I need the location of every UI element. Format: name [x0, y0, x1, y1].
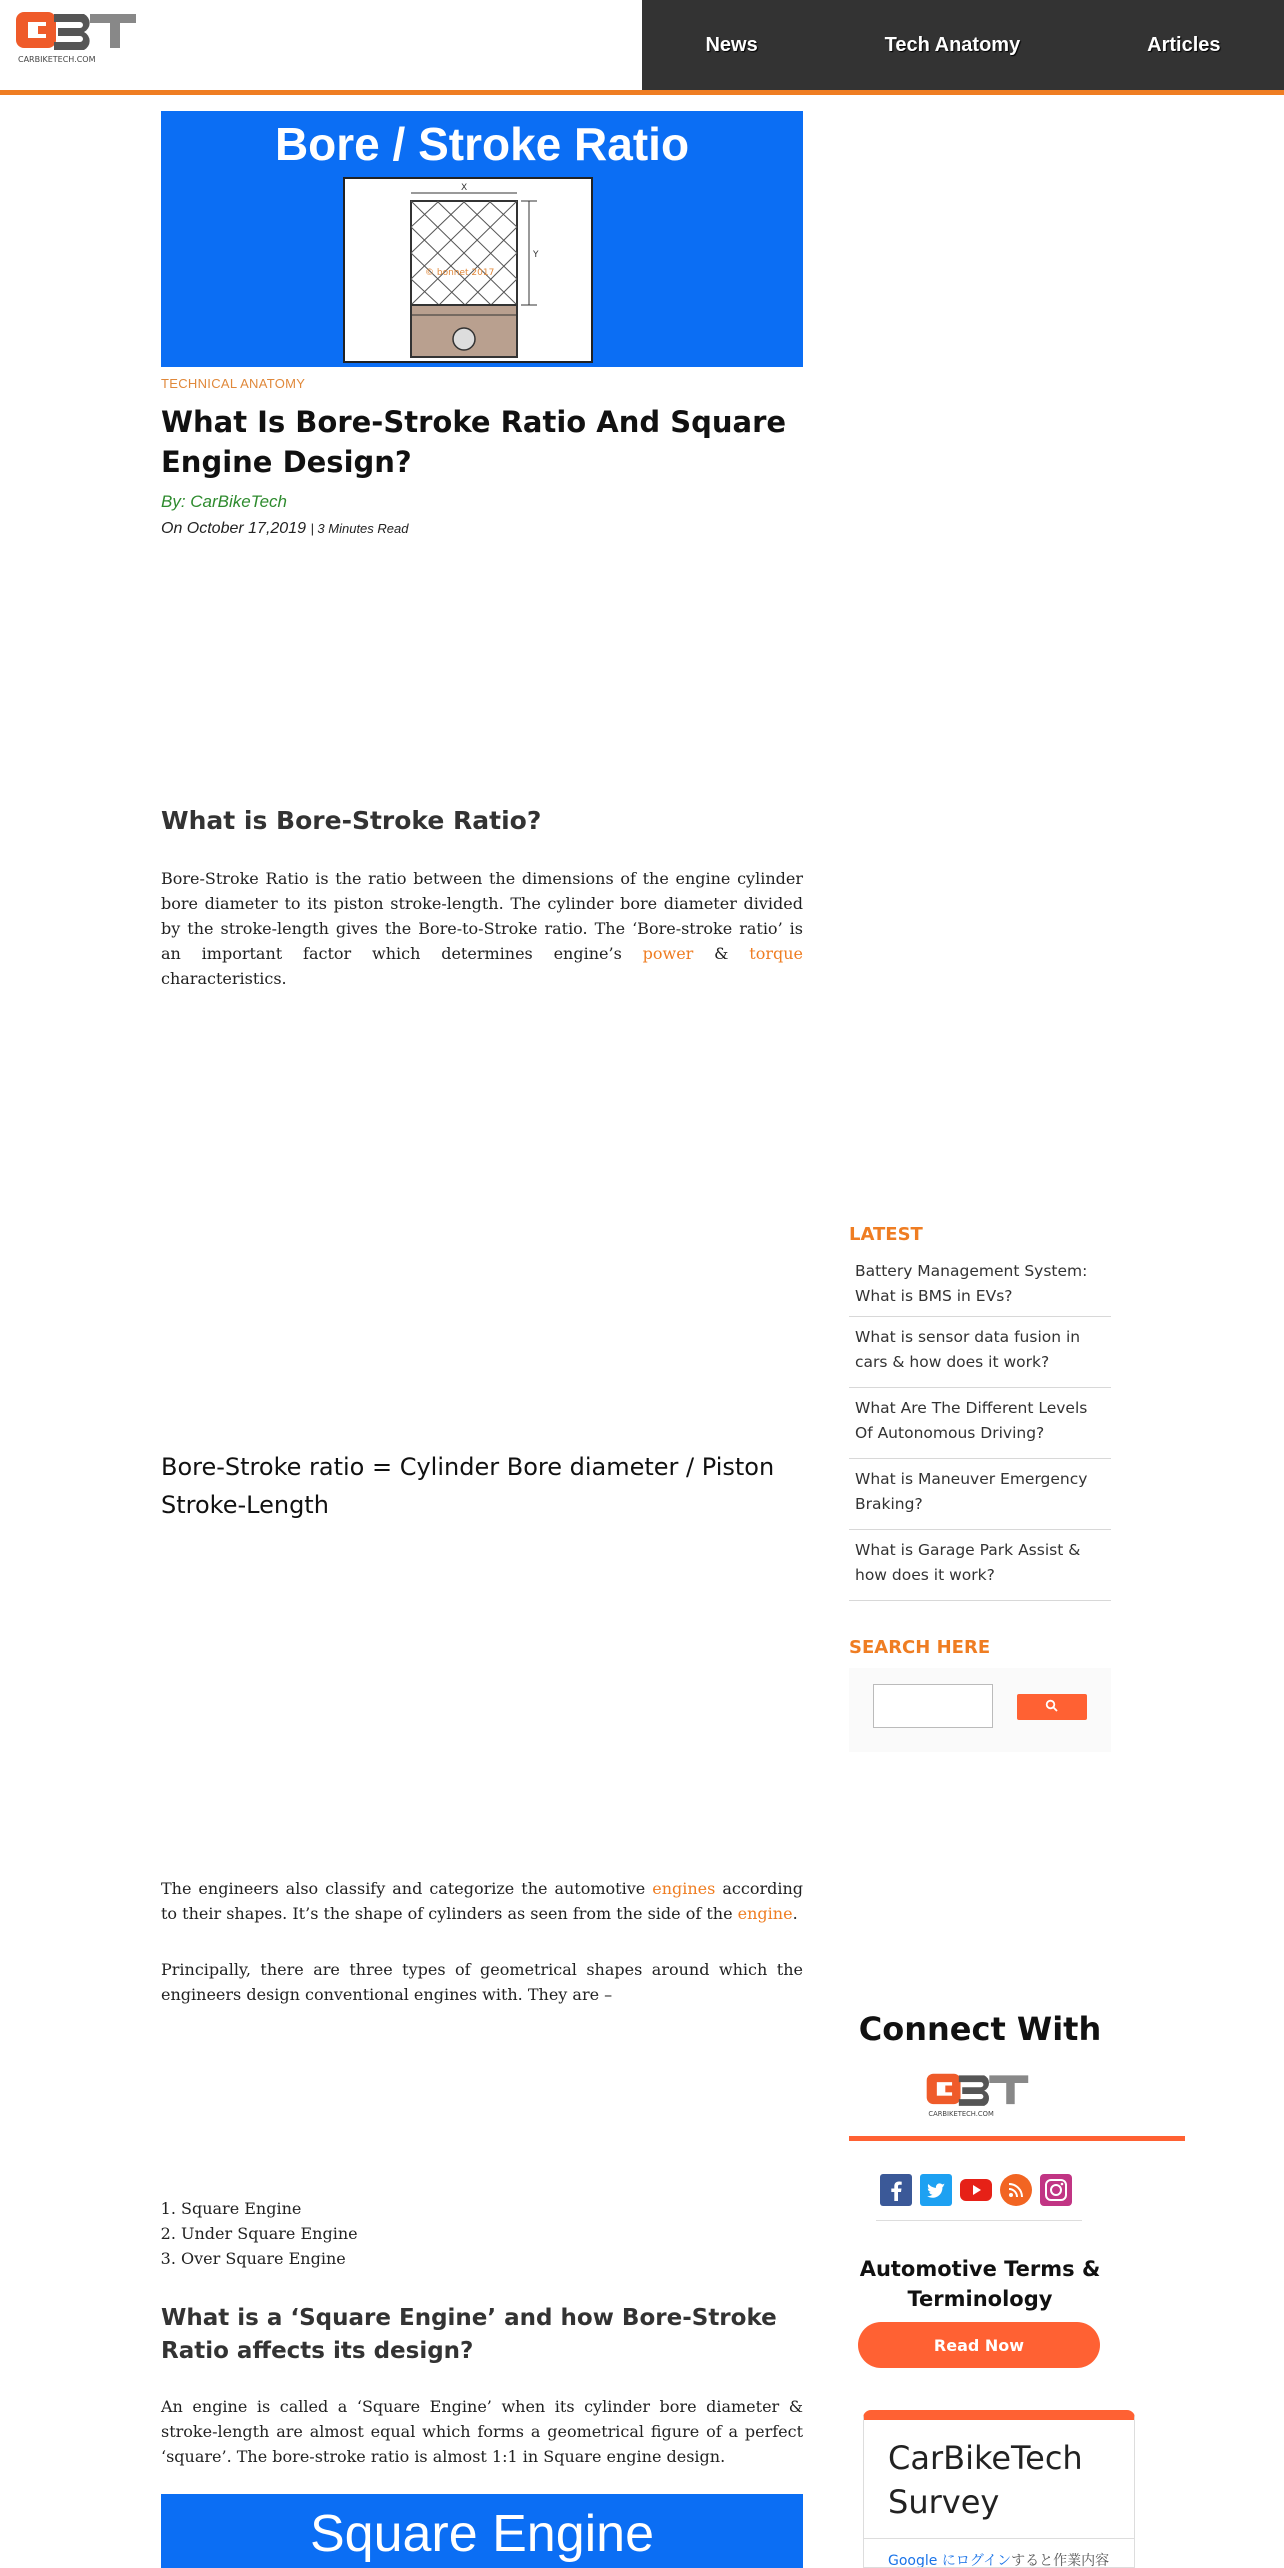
torque-link[interactable]: torque: [749, 944, 803, 963]
nav-articles[interactable]: Articles: [1147, 33, 1221, 56]
bore-stroke-diagram: [343, 177, 593, 363]
section-heading-bore-stroke: What is Bore-Stroke Ratio?: [161, 806, 542, 835]
engines-link[interactable]: engines: [652, 1879, 716, 1898]
bore-stroke-formula: Bore-Stroke ratio = Cylinder Bore diameter / Piston Stroke-Length: [161, 1453, 775, 1519]
section3-paragraph: An engine is called a ‘Square Engine’ when its cylinder bore diameter & stroke-length are almost equal which forms a geometrical figure of a perfect ‘square’. The bore-stroke ratio is almost 1:1 in Square engine design.: [161, 2397, 803, 2466]
section2-text-a: The engineers also classify and categorize the automotive: [161, 1879, 646, 1898]
section2-text-c: .: [792, 1904, 798, 1923]
connect-heading: Connect With: [858, 2010, 1102, 2048]
section2-paragraph-a: [161, 1876, 803, 1926]
read-time: | 3 Minutes Read: [310, 521, 409, 536]
survey-signin-text: [888, 2550, 1109, 2568]
latest-post-item[interactable]: What is Maneuver Emergency Braking?: [849, 1459, 1111, 1530]
square-engine-image-title: Square Engine: [309, 2505, 655, 2563]
search-button[interactable]: [1017, 1694, 1087, 1720]
site-header: [0, 0, 1284, 90]
post-title: What Is Bore-Stroke Ratio And Square Engine Design?: [161, 405, 787, 479]
social-links: [880, 2174, 1072, 2206]
list-item: 3. Over Square Engine: [181, 2246, 358, 2271]
twitter-icon[interactable]: [920, 2174, 952, 2206]
survey-signin-rest: すると作業内容: [1011, 2553, 1110, 2568]
site-logo[interactable]: [14, 6, 144, 66]
post-date-text: On October 17,2019: [161, 520, 306, 537]
post-date: [161, 520, 408, 538]
rss-icon[interactable]: [1000, 2174, 1032, 2206]
square-engine-image: [161, 2494, 803, 2568]
svg-text:X: X: [461, 183, 468, 193]
power-link[interactable]: power: [642, 944, 694, 963]
terms-heading: Automotive Terms & Terminology: [859, 2257, 1101, 2311]
social-divider: [876, 2220, 1082, 2221]
survey-title: CarBikeTech Survey: [888, 2439, 1083, 2521]
engine-link[interactable]: engine: [737, 1904, 793, 1923]
connect-divider: [849, 2136, 1185, 2141]
post-author[interactable]: By: CarBikeTech: [161, 492, 287, 511]
latest-post-item[interactable]: Battery Management System: What is BMS in EVs?: [849, 1251, 1111, 1317]
google-signin-link[interactable]: Google にログイン: [888, 2553, 1012, 2568]
latest-posts: [849, 1251, 1111, 1601]
engine-types-list: [165, 2196, 358, 2271]
latest-heading: LATEST: [849, 1224, 923, 1245]
connect-logo: [925, 2068, 1035, 2120]
youtube-icon[interactable]: [960, 2174, 992, 2206]
svg-text:© bonnet 2017: © bonnet 2017: [425, 268, 495, 278]
featured-image: [161, 111, 803, 367]
latest-post-item[interactable]: What is Garage Park Assist & how does it work?: [849, 1530, 1111, 1601]
piston-diagram-svg: [345, 179, 591, 361]
nav-news[interactable]: News: [705, 33, 758, 56]
section-heading-square-engine: What is a ‘Square Engine’ and how Bore-Stroke Ratio affects its design?: [161, 2305, 777, 2364]
post-category[interactable]: TECHNICAL ANATOMY: [161, 376, 306, 391]
latest-post-item[interactable]: What Are The Different Levels Of Autonomous Driving?: [849, 1388, 1111, 1459]
read-now-button[interactable]: Read Now: [858, 2322, 1100, 2368]
featured-image-title: Bore / Stroke Ratio: [274, 118, 690, 170]
main-nav: [642, 0, 1284, 90]
list-item: 1. Square Engine: [181, 2196, 358, 2221]
survey-divider: [864, 2538, 1134, 2539]
survey-widget: [863, 2410, 1135, 2568]
svg-text:CARBIKETECH.COM: CARBIKETECH.COM: [928, 2110, 994, 2118]
latest-post-item[interactable]: What is sensor data fusion in cars & how does it work?: [849, 1317, 1111, 1388]
search-icon: [1045, 1699, 1059, 1713]
search-widget: [849, 1668, 1111, 1752]
search-heading: SEARCH HERE: [849, 1637, 991, 1658]
section1-paragraph: [161, 866, 803, 991]
nav-tech-anatomy[interactable]: Tech Anatomy: [884, 33, 1021, 56]
ampersand: &: [714, 944, 729, 963]
section2-paragraph-b: Principally, there are three types of geometrical shapes around which the engineers design conventional engines with. They are –: [161, 1960, 803, 2004]
svg-text:CARBIKETECH.COM: CARBIKETECH.COM: [18, 55, 96, 64]
article-main: [161, 111, 803, 367]
section1-text: Bore-Stroke Ratio is the ratio between the dimensions of the engine cylinder bore diameter to its piston stroke-length. The cylinder bore diameter divided by the stroke-length gives the Bore-to-Stroke ratio. The ‘Bore-stroke ratio’ is an important factor which determines engine’s: [161, 869, 803, 963]
svg-text:Y: Y: [533, 250, 539, 260]
section2-text-b: according to their shapes. It’s the shape of cylinders as seen from the side of the: [161, 1879, 804, 1923]
section1-text-end: characteristics.: [161, 969, 287, 988]
instagram-icon[interactable]: [1040, 2174, 1072, 2206]
header-accent-bar: [0, 90, 1284, 95]
facebook-icon[interactable]: [880, 2174, 912, 2206]
list-item: 2. Under Square Engine: [181, 2221, 358, 2246]
search-input[interactable]: [873, 1684, 993, 1728]
